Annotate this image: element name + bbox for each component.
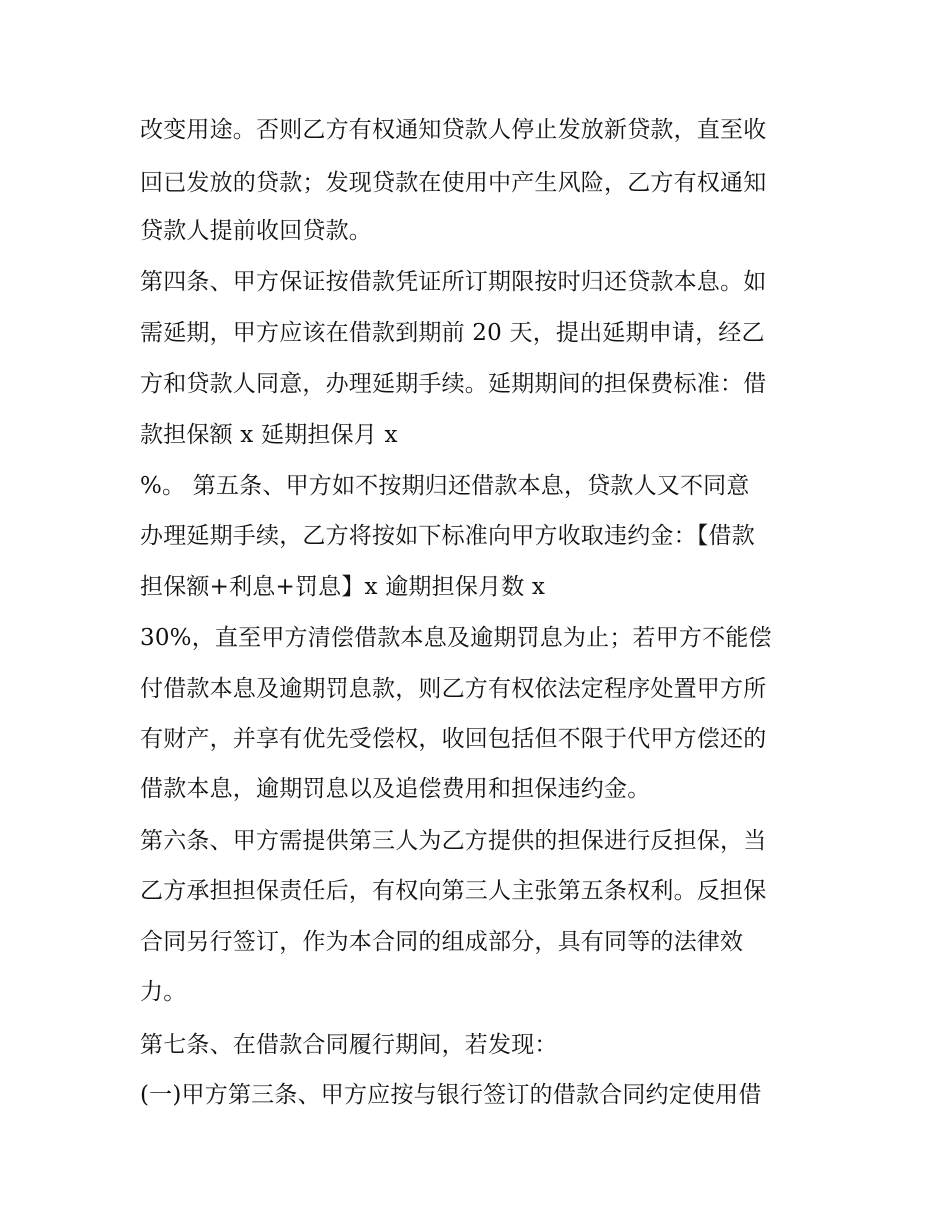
text-line: 借款本息，逾期罚息以及追偿费用和担保违约金。 xyxy=(140,776,651,802)
text-line: 回已发放的贷款；发现贷款在使用中产生风险，乙方有权通知 xyxy=(140,170,767,196)
text-line: (一)甲方第三条、甲方应按与银行签订的借款合同约定使用借 xyxy=(140,1082,762,1108)
text-line: 乙方承担担保责任后，有权向第三人主张第五条权利。反担保 xyxy=(140,878,767,904)
text-line: 力。 xyxy=(140,979,187,1005)
text-line: 付借款本息及逾期罚息款，则乙方有权依法定程序处置甲方所 xyxy=(140,676,767,702)
text-line: 第六条、甲方需提供第三人为乙方提供的担保进行反担保，当 xyxy=(140,828,767,854)
text-line: 贷款人提前收回贷款。 xyxy=(140,218,372,244)
text-line: %。 第五条、甲方如不按期归还借款本息，贷款人又不同意 xyxy=(140,473,750,499)
text-line: 合同另行签订，作为本合同的组成部分，具有同等的法律效 xyxy=(140,929,744,955)
text-line: 30%，直至甲方清偿借款本息及逾期罚息为止；若甲方不能偿 xyxy=(140,625,772,651)
text-line: 需延期，甲方应该在借款到期前 20 天，提出延期申请，经乙 xyxy=(140,320,765,346)
text-line: 方和贷款人同意，办理延期手续。延期期间的担保费标准：借 xyxy=(140,371,767,397)
text-line: 改变用途。否则乙方有权通知贷款人停止发放新贷款，直至收 xyxy=(140,117,767,143)
text-line: 第七条、在借款合同履行期间，若发现： xyxy=(140,1032,558,1058)
text-line: 担保额+利息+罚息】x 逾期担保月数 x xyxy=(140,574,546,600)
text-line: 款担保额 x 延期担保月 x xyxy=(140,422,398,448)
text-line: 有财产，并享有优先受偿权，收回包括但不限于代甲方偿还的 xyxy=(140,726,767,752)
text-line: 第四条、甲方保证按借款凭证所订期限按时归还贷款本息。如 xyxy=(140,269,767,295)
text-line: 办理延期手续，乙方将按如下标准向甲方收取违约金：【借款 xyxy=(140,523,755,549)
